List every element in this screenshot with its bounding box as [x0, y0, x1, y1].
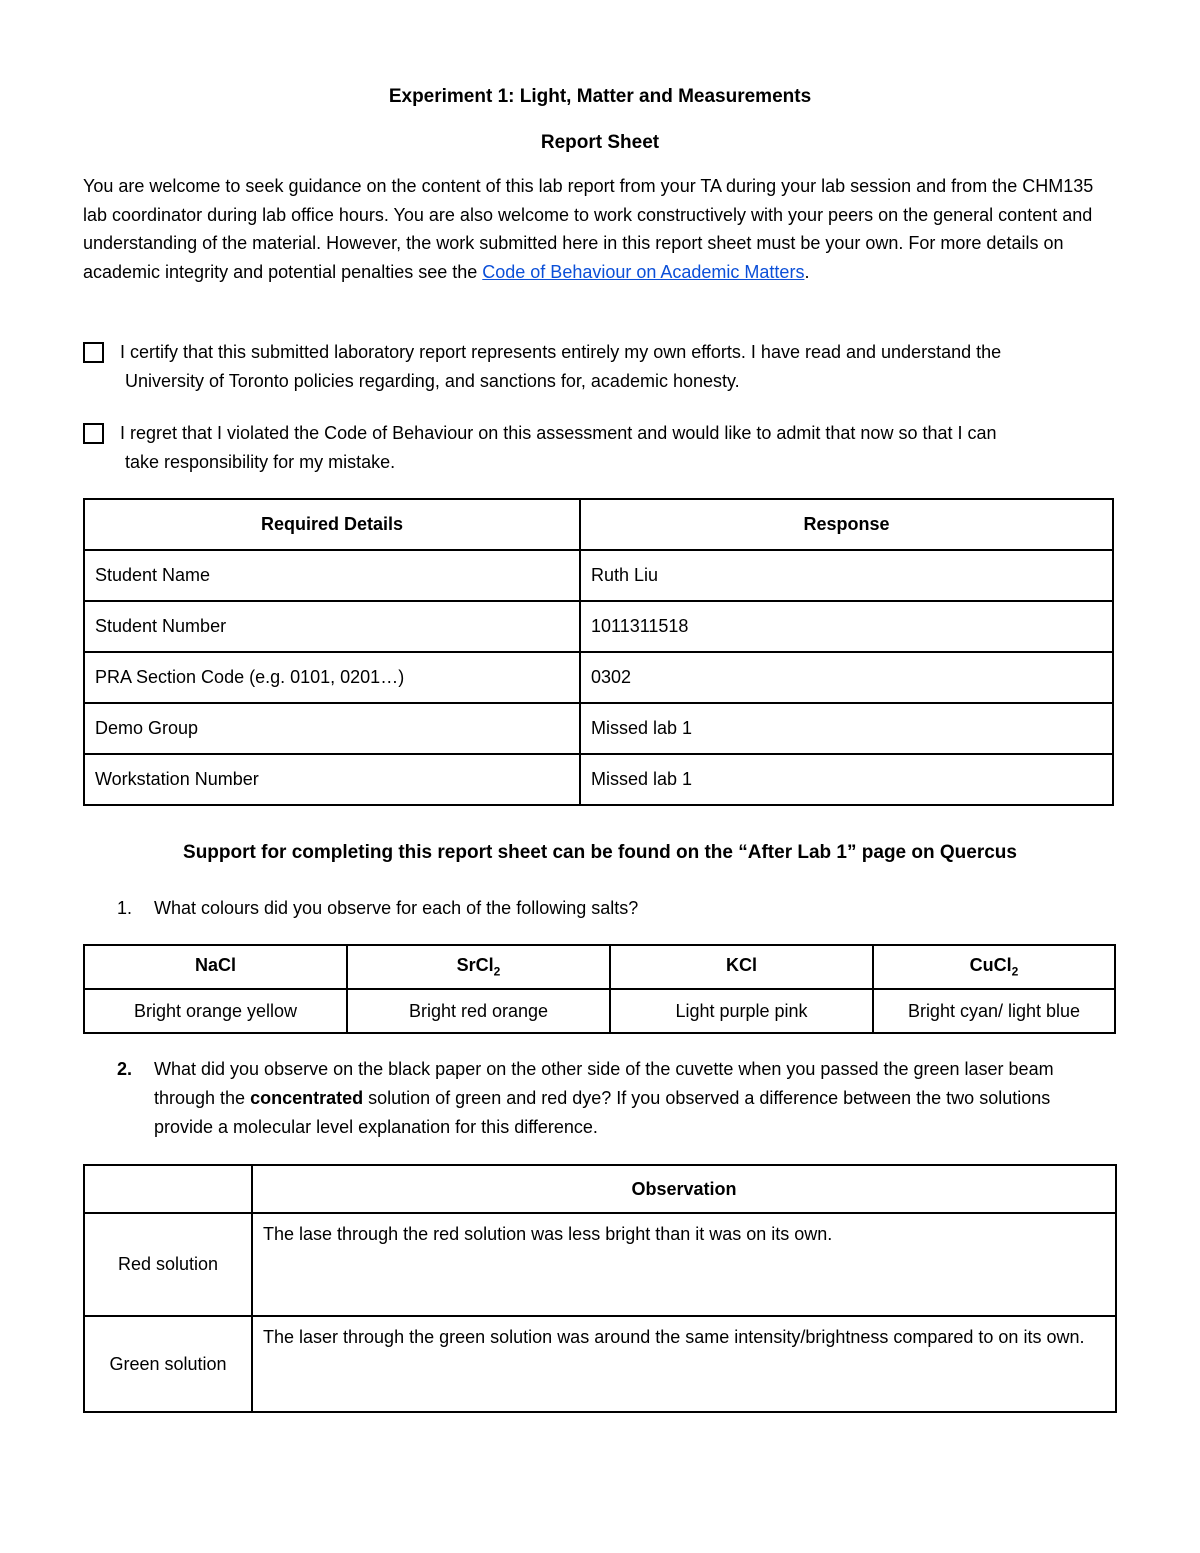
salt-colours-table: [83, 944, 1116, 1034]
question-2-text: What did you observe on the black paper on the other side of the cuvette when you passed the green laser beam through the concentrated solution of green and red dye? If you observed a difference between the two solutions provide a molecular level explanation for this difference.: [154, 1059, 1054, 1137]
salt-header: SrCl$_2$: [347, 945, 610, 989]
row-label: Red solution: [84, 1213, 252, 1316]
page-title: Experiment 1: Light, Matter and Measurements: [388, 86, 812, 107]
certify-own-work: [83, 338, 1118, 395]
observation-header: Observation: [252, 1165, 1116, 1213]
table-row: [84, 652, 1113, 703]
question-1-text: What colours did you observe for each of the following salts?: [154, 898, 639, 918]
table-row: [84, 754, 1113, 805]
question-2-emphasis: concentrated: [250, 1088, 364, 1108]
table-row: [84, 601, 1113, 652]
detail-value[interactable]: Missed lab 1: [580, 703, 1113, 754]
intro-paragraph: [83, 172, 1118, 286]
detail-label: PRA Section Code (e.g. 0101, 0201…): [84, 652, 580, 703]
table-row: [84, 1213, 1116, 1316]
detail-label: Demo Group: [84, 703, 580, 754]
detail-value[interactable]: Ruth Liu: [580, 550, 1113, 601]
question-2-number: 2.: [117, 1059, 133, 1079]
row-label: Green solution: [84, 1316, 252, 1412]
certify-checkbox[interactable]: [83, 342, 104, 363]
table-header-row: [84, 499, 1113, 550]
intro-text: You are welcome to seek guidance on the content of this lab report from your TA during your lab session and from the CHM135 lab coordinator during lab office hours. You are also welcome to work constructively with your peers on the general content and understanding of the material. However, the work submitted here in this report sheet must be your own. For more details on academic integrity and potential penalties see the: [83, 176, 1094, 282]
admit-checkbox[interactable]: [83, 423, 104, 444]
detail-label: Student Number: [84, 601, 580, 652]
salt-colour-cell[interactable]: Bright orange yellow: [84, 989, 347, 1033]
table-header-row: [84, 1165, 1116, 1213]
admit-violation: [83, 419, 1118, 476]
observation-cell[interactable]: The laser through the green solution was around the same intensity/brightness compared to on its own.: [252, 1316, 1116, 1412]
salt-colour-cell[interactable]: Light purple pink: [610, 989, 873, 1033]
header-response: Response: [580, 499, 1113, 550]
observation-cell[interactable]: The lase through the red solution was less bright than it was on its own.: [252, 1213, 1116, 1316]
salt-colour-cell[interactable]: Bright red orange: [347, 989, 610, 1033]
table-row: [84, 703, 1113, 754]
intro-end: .: [804, 261, 810, 282]
admit-line-2: take responsibility for my mistake.: [125, 451, 396, 472]
detail-value[interactable]: Missed lab 1: [580, 754, 1113, 805]
detail-label: Student Name: [84, 550, 580, 601]
salt-header: NaCl: [84, 945, 347, 989]
header-required-details: Required Details: [84, 499, 580, 550]
admit-line-1: I regret that I violated the Code of Behaviour on this assessment and would like to admit that now so that I can: [120, 423, 997, 443]
question-1-number: 1.: [117, 898, 133, 918]
question-1: [117, 894, 1097, 923]
page-subtitle: Report Sheet: [540, 132, 660, 153]
detail-value[interactable]: 1011311518: [580, 601, 1113, 652]
salt-header: KCl: [610, 945, 873, 989]
detail-label: Workstation Number: [84, 754, 580, 805]
question-2: [117, 1055, 1097, 1142]
code-of-behaviour-link[interactable]: Code of Behaviour on Academic Matters: [482, 261, 805, 282]
table-row: [84, 1316, 1116, 1412]
observation-table: [83, 1164, 1117, 1413]
table-row: [84, 989, 1115, 1033]
details-table: [83, 498, 1114, 806]
table-header-row: [84, 945, 1115, 989]
certify-line-1: I certify that this submitted laboratory report represents entirely my own efforts. I have read and understand the: [120, 342, 1002, 362]
blank-header: [84, 1165, 252, 1213]
table-row: [84, 550, 1113, 601]
certify-line-2: University of Toronto policies regarding, and sanctions for, academic honesty.: [125, 370, 740, 391]
detail-value[interactable]: 0302: [580, 652, 1113, 703]
support-note: Support for completing this report sheet can be found on the “After Lab 1” page on Quercus: [183, 842, 1017, 863]
salt-colour-cell[interactable]: Bright cyan/ light blue: [873, 989, 1115, 1033]
salt-header: CuCl$_2$: [873, 945, 1115, 989]
